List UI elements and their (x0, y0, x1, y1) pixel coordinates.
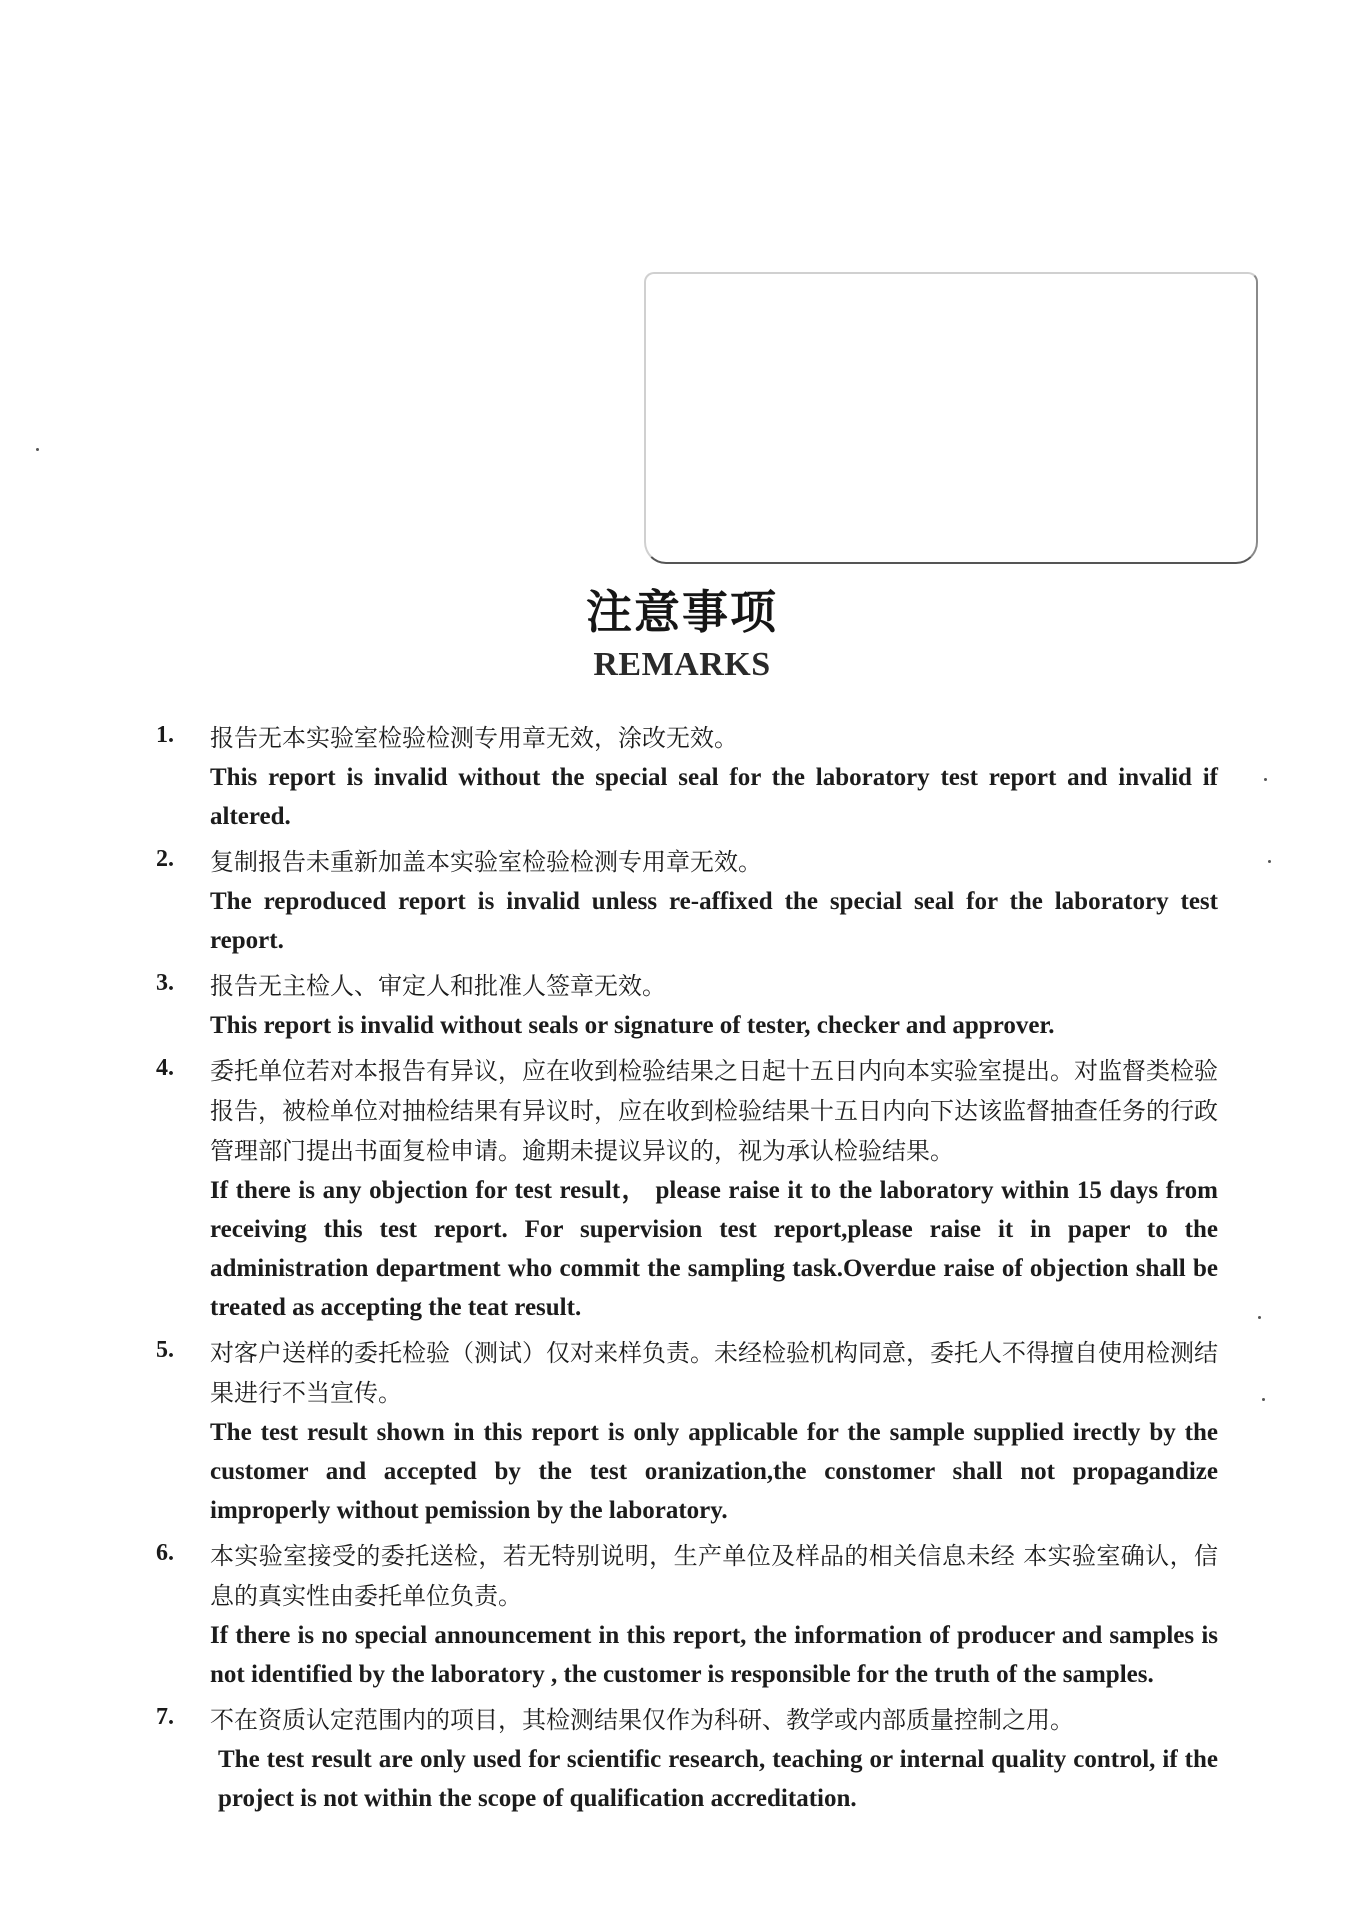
page-title-en: REMARKS (593, 646, 771, 683)
remark-number: 1. (156, 722, 174, 748)
scan-speck (1262, 1398, 1265, 1401)
remark-number: 2. (156, 846, 174, 872)
remark-text-en: This report is invalid without the special seal for the laboratory test report and invalid if altered. (210, 764, 1218, 830)
page-title-cn: 注意事项 (586, 585, 778, 639)
remark-text-cn: 对客户送样的委托检验（测试）仅对来样负责。未经检验机构同意，委托人不得擅自使用检测结果进行不当宣传。 (210, 1339, 1218, 1407)
remark-item-5 (148, 1333, 1218, 1530)
remark-text-cn: 不在资质认定范围内的项目，其检测结果仅作为科研、教学或内部质量控制之用。 (210, 1706, 1074, 1734)
remark-number: 3. (156, 970, 174, 996)
remark-text-en: The test result shown in this report is only applicable for the sample supplied irectly by the customer and accepted by the test oranization,the constomer shall not propagandize improperly without pemission by the laboratory. (210, 1419, 1218, 1524)
remark-item-1 (148, 718, 1218, 836)
remark-text-en: The test result are only used for scientific research, teaching or internal quality control, if the project is not within the scope of qualification accreditation. (218, 1746, 1218, 1812)
remarks-list (148, 718, 1218, 1824)
remark-number: 5. (156, 1337, 174, 1363)
remark-text-cn: 报告无本实验室检验检测专用章无效，涂改无效。 (210, 724, 738, 752)
scan-speck (1258, 1316, 1261, 1319)
remark-text-en: This report is invalid without seals or signature of tester, checker and approver. (210, 1012, 1055, 1039)
remark-text-cn: 复制报告未重新加盖本实验室检验检测专用章无效。 (210, 848, 762, 876)
remark-text-cn: 报告无主检人、审定人和批准人签章无效。 (210, 972, 666, 1000)
remark-item-2 (148, 842, 1218, 960)
scan-speck (1268, 860, 1271, 863)
remark-text-en: If there is any objection for test result， please raise it to the laboratory within 15 days from receiving this test report. For supervision test report,please raise it in paper to the administration department who commit the sampling task.Overdue raise of objection shall be treated as accepting the teat result. (210, 1177, 1218, 1321)
remark-text-en: The reproduced report is invalid unless re-affixed the special seal for the laboratory test report. (210, 888, 1218, 954)
stamp-area-box (644, 272, 1258, 564)
scan-speck (1264, 778, 1267, 781)
remark-number: 6. (156, 1540, 174, 1566)
remark-item-7 (148, 1700, 1218, 1818)
scan-speck (36, 448, 39, 451)
remark-number: 4. (156, 1055, 174, 1081)
remark-text-cn: 本实验室接受的委托送检，若无特别说明，生产单位及样品的相关信息未经 本实验室确认，信息的真实性由委托单位负责。 (210, 1542, 1218, 1610)
remark-text-cn: 委托单位若对本报告有异议，应在收到检验结果之日起十五日内向本实验室提出。对监督类检验报告，被检单位对抽检结果有异议时，应在收到检验结果十五日内向下达该监督抽查任务的行政管理部门提出书面复检申请。逾期未提议异议的，视为承认检验结果。 (210, 1057, 1218, 1165)
remark-number: 7. (156, 1704, 174, 1730)
remark-text-en: If there is no special announcement in this report, the information of producer and samples is not identified by the laboratory , the customer is responsible for the truth of the samples. (210, 1622, 1218, 1688)
remark-item-3 (148, 966, 1218, 1045)
remark-item-4 (148, 1051, 1218, 1327)
remark-item-6 (148, 1536, 1218, 1694)
